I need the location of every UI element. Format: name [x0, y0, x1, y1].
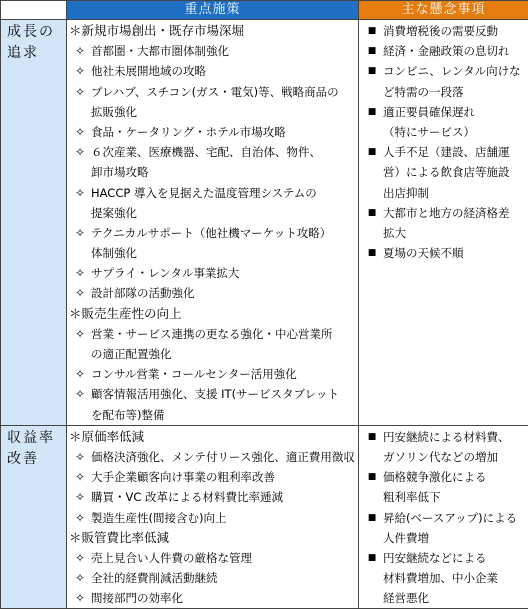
- list-item-text: 円安継続などによる: [383, 548, 487, 568]
- list-item: [361, 548, 528, 568]
- header-row: [1, 1, 528, 20]
- list-item-text: コンビニ、レンタル向けな: [383, 61, 521, 81]
- list-item: [361, 203, 528, 223]
- list-item: [361, 102, 528, 122]
- table-row: [1, 20, 528, 426]
- list-item: [69, 447, 358, 467]
- list-item: [361, 528, 528, 548]
- diamond-bullet-icon: ✧: [69, 487, 91, 507]
- measures-cell: [67, 425, 359, 609]
- list-item: [361, 467, 528, 487]
- list-item-text: プレハブ、スチコン(ガス・電気)等、戦略商品の: [91, 82, 339, 102]
- list-item-text: 顧客情報活用強化、支援 IT(サービスタブレット: [91, 384, 339, 404]
- list-item-text: 営業・サービス連携の更なる強化・中心営業所: [91, 324, 333, 344]
- list-item-text: HACCP 導入を見据えた温度管理システムの: [91, 183, 317, 203]
- list-item: [361, 223, 528, 243]
- concerns-cell: [359, 425, 528, 609]
- square-bullet-icon: ■: [361, 142, 383, 162]
- row-label: [1, 425, 67, 609]
- diamond-bullet-icon: ✧: [69, 588, 91, 608]
- section-heading: [69, 304, 358, 324]
- list-item: [69, 223, 358, 243]
- list-item: [361, 41, 528, 61]
- list-item: [69, 263, 358, 283]
- diamond-bullet-icon: ✧: [69, 263, 91, 283]
- list-item-text: サプライ・レンタル事業拡大: [91, 263, 239, 283]
- list-item-text: 昇給(ベースアップ)による: [383, 508, 517, 528]
- list-item: [361, 122, 528, 142]
- list-item: [361, 487, 528, 507]
- list-item: [69, 384, 358, 404]
- list-item: [361, 568, 528, 588]
- list-item-text: 円安継続による材料費、: [383, 427, 510, 447]
- diamond-bullet-icon: ✧: [69, 122, 91, 142]
- list-item: [69, 344, 358, 364]
- list-item: [69, 467, 358, 487]
- section-heading: [69, 427, 358, 447]
- diamond-bullet-icon: ✧: [69, 568, 91, 588]
- diamond-bullet-icon: ✧: [69, 324, 91, 344]
- square-bullet-icon: ■: [361, 41, 383, 61]
- square-bullet-icon: ■: [361, 467, 383, 487]
- list-item-text: 首都圏・大都市圏体制強化: [91, 41, 229, 61]
- list-item-text: 売上見合い人件費の厳格な管理: [91, 548, 252, 568]
- list-item-text: ど特需の一段落: [383, 82, 464, 102]
- list-item: [361, 183, 528, 203]
- list-item-text: ＊販売生産性の向上: [69, 304, 182, 324]
- list-item-text: 間接部門の効率化: [91, 588, 183, 608]
- list-item-text: 全社的経費削減活動継続: [91, 568, 218, 588]
- row-label-line: 成長の: [7, 22, 66, 43]
- list-item-text: 価格競争激化による: [383, 467, 487, 487]
- row-label-line: 改善: [7, 449, 66, 470]
- list-item: [69, 61, 358, 81]
- list-item-text: ＊原価率低減: [69, 427, 144, 447]
- diamond-bullet-icon: ✧: [69, 447, 91, 467]
- header-measures: 重点施策: [67, 1, 359, 20]
- row-label: [1, 20, 67, 426]
- list-item-text: 拡販強化: [91, 102, 137, 122]
- list-item-text: コンサル営業・コールセンター活用強化: [91, 364, 297, 384]
- square-bullet-icon: ■: [361, 102, 383, 122]
- list-item: [69, 102, 358, 122]
- list-item: [69, 548, 358, 568]
- diamond-bullet-icon: ✧: [69, 82, 91, 102]
- list-item-text: テクニカルサポート（他社機マーケット攻略）: [91, 223, 331, 243]
- list-item: [361, 508, 528, 528]
- list-item-text: ６次産業、医療機器、宅配、自治体、物件、: [91, 142, 321, 162]
- row-label-line: 追求: [7, 43, 66, 64]
- header-concerns: 主な懸念事項: [359, 1, 528, 20]
- diamond-bullet-icon: ✧: [69, 223, 91, 243]
- square-bullet-icon: ■: [361, 21, 383, 41]
- list-item-text: 適正要員確保遅れ: [383, 102, 475, 122]
- list-item: [69, 588, 358, 608]
- list-item: [361, 82, 528, 102]
- list-item-text: 経営悪化: [383, 588, 429, 608]
- list-item: [69, 122, 358, 142]
- list-item-text: 消費増税後の需要反動: [383, 21, 498, 41]
- diamond-bullet-icon: ✧: [69, 364, 91, 384]
- list-item: [69, 405, 358, 425]
- list-item-text: 出店抑制: [383, 183, 429, 203]
- list-item-text: 営）による飲食店等施設: [383, 162, 510, 182]
- list-item-text: 拡大: [383, 223, 406, 243]
- diamond-bullet-icon: ✧: [69, 467, 91, 487]
- list-item-text: 粗利率低下: [383, 487, 441, 507]
- list-item: [69, 82, 358, 102]
- list-item: [361, 162, 528, 182]
- list-item: [69, 364, 358, 384]
- list-item-text: 食品・ケータリング・ホテル市場攻略: [91, 122, 286, 142]
- list-item: [361, 21, 528, 41]
- header-blank-cell: [1, 1, 67, 20]
- diamond-bullet-icon: ✧: [69, 183, 91, 203]
- diamond-bullet-icon: ✧: [69, 41, 91, 61]
- diamond-bullet-icon: ✧: [69, 384, 91, 404]
- list-item: [69, 508, 358, 528]
- list-item: [69, 487, 358, 507]
- list-item: [361, 243, 528, 263]
- list-item: [361, 61, 528, 81]
- list-item-text: ガソリン代などの増加: [383, 447, 498, 467]
- list-item: [69, 243, 358, 263]
- list-item: [69, 203, 358, 223]
- list-item-text: の適正配置強化: [91, 344, 172, 364]
- list-item-text: 大手企業顧客向け事業の粗利率改善: [91, 467, 275, 487]
- list-item-text: 価格決済強化、メンテ付リース強化、適正費用徴収: [91, 447, 355, 467]
- diamond-bullet-icon: ✧: [69, 548, 91, 568]
- list-item-text: 経済・金融政策の息切れ: [383, 41, 510, 61]
- square-bullet-icon: ■: [361, 243, 383, 263]
- list-item: [69, 183, 358, 203]
- concerns-cell: [359, 20, 528, 426]
- list-item: [361, 142, 528, 162]
- list-item-text: 大都市と地方の経済格差: [383, 203, 510, 223]
- section-heading: [69, 528, 358, 548]
- list-item-text: （特にサービス）: [383, 122, 475, 142]
- list-item-text: 提案強化: [91, 203, 137, 223]
- list-item-text: 人件費増: [383, 528, 429, 548]
- list-item-text: ＊販管費比率低減: [69, 528, 169, 548]
- list-item-text: を配布等)整備: [91, 405, 165, 425]
- list-item: [69, 162, 358, 182]
- list-item: [69, 41, 358, 61]
- section-heading: [69, 21, 358, 41]
- list-item-text: 材料費増加、中小企業: [383, 568, 498, 588]
- list-item: [361, 427, 528, 447]
- list-item-text: 購買・VC 改革による材料費比率逓減: [91, 487, 283, 507]
- list-item-text: 製造生産性(間接含む)向上: [91, 508, 226, 528]
- list-item-text: 人手不足（建設、店舗運: [383, 142, 510, 162]
- diamond-bullet-icon: ✧: [69, 508, 91, 528]
- list-item: [69, 283, 358, 303]
- list-item: [69, 324, 358, 344]
- square-bullet-icon: ■: [361, 61, 383, 81]
- table-row: [1, 425, 528, 609]
- square-bullet-icon: ■: [361, 508, 383, 528]
- square-bullet-icon: ■: [361, 548, 383, 568]
- list-item-text: 卸市場攻略: [91, 162, 149, 182]
- square-bullet-icon: ■: [361, 203, 383, 223]
- list-item: [69, 568, 358, 588]
- list-item: [361, 588, 528, 608]
- list-item-text: 設計部隊の活動強化: [91, 283, 195, 303]
- diamond-bullet-icon: ✧: [69, 142, 91, 162]
- list-item-text: ＊新規市場創出・既存市場深堀: [69, 21, 244, 41]
- list-item-text: 夏場の天候不順: [383, 243, 464, 263]
- list-item: [69, 142, 358, 162]
- measures-cell: [67, 20, 359, 426]
- diamond-bullet-icon: ✧: [69, 283, 91, 303]
- diamond-bullet-icon: ✧: [69, 61, 91, 81]
- list-item: [361, 447, 528, 467]
- list-item-text: 体制強化: [91, 243, 137, 263]
- square-bullet-icon: ■: [361, 427, 383, 447]
- row-label-line: 収益率: [7, 428, 66, 449]
- list-item-text: 他社未展開地域の攻略: [91, 61, 206, 81]
